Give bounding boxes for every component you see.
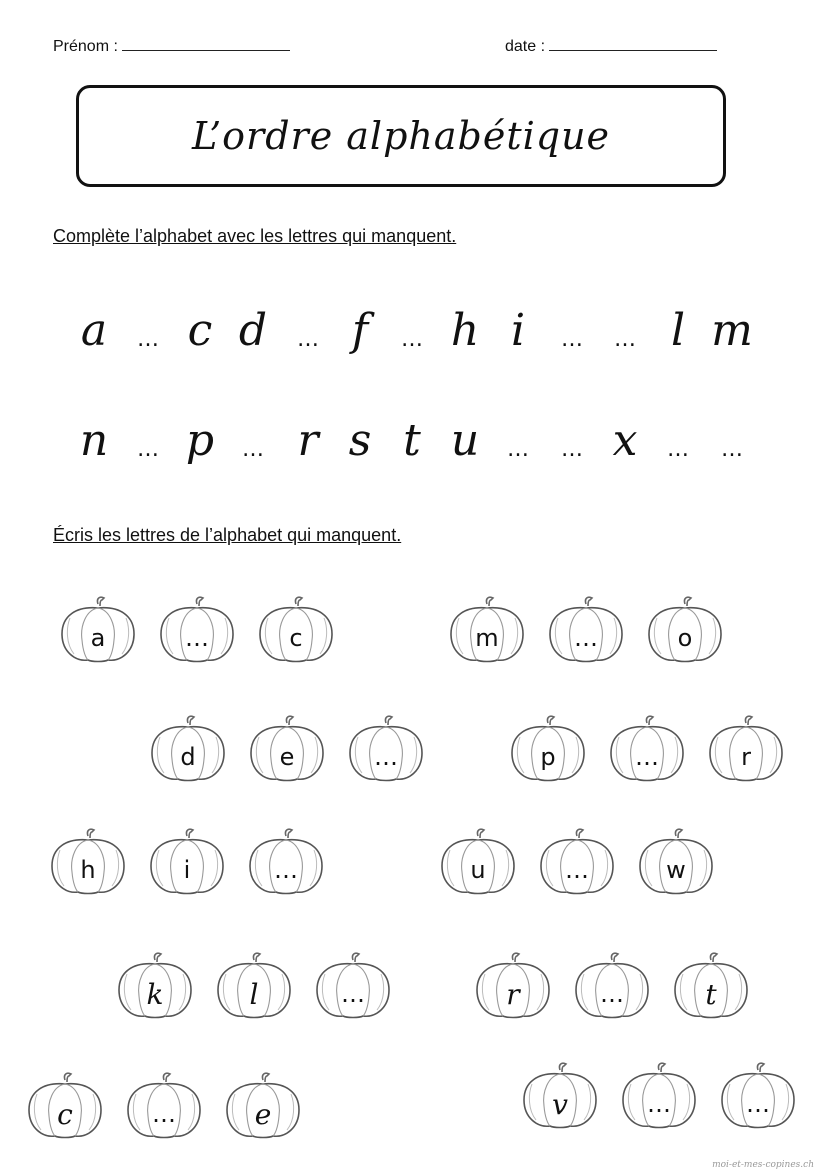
alphabet-row: [60, 305, 770, 375]
pumpkin: [718, 1062, 798, 1130]
alphabet-letter: n: [79, 415, 109, 466]
pumpkin-letter: d: [180, 743, 196, 771]
alphabet-letter: r: [297, 415, 319, 466]
alphabet-letter: s: [348, 415, 372, 466]
instruction-complete-alphabet: Complète l’alphabet avec les lettres qui manquent.: [53, 226, 457, 246]
pumpkin-letter: w: [666, 856, 686, 884]
pumpkin: [147, 828, 227, 896]
alphabet-row: [60, 415, 770, 485]
pumpkin: [619, 1062, 699, 1130]
pumpkin-blank: …: [647, 1090, 671, 1118]
alphabet-letter: i: [510, 305, 526, 356]
alphabet-blank: …: [137, 437, 159, 462]
alphabet-blank: …: [667, 437, 689, 462]
pumpkin-letter: a: [90, 624, 106, 652]
pumpkin-blank: …: [274, 856, 298, 884]
pumpkin: [438, 828, 518, 896]
pumpkin: [346, 715, 426, 783]
pumpkin-letter: l: [249, 978, 259, 1011]
pumpkin: [25, 1072, 105, 1140]
pumpkin: [48, 828, 128, 896]
alphabet-letter: p: [185, 415, 215, 466]
alphabet-letter: f: [351, 305, 369, 356]
pumpkin: [447, 596, 527, 664]
alphabet-letter: a: [80, 305, 108, 356]
date-field: [505, 36, 717, 56]
pumpkin: [520, 1062, 600, 1130]
pumpkin: [223, 1072, 303, 1140]
pumpkin: [148, 715, 228, 783]
pumpkin: [58, 596, 138, 664]
pumpkin-letter: r: [741, 743, 751, 771]
pumpkin-letter: m: [475, 624, 499, 652]
pumpkin-letter: o: [677, 624, 693, 652]
alphabet-blank: …: [561, 437, 583, 462]
pumpkin: [546, 596, 626, 664]
alphabet-blank: …: [242, 437, 264, 462]
title-box: [76, 85, 726, 187]
pumpkin: [473, 952, 553, 1020]
alphabet-letter: t: [403, 415, 421, 466]
pumpkin-blank: …: [374, 743, 398, 771]
pumpkin-letter: k: [146, 978, 164, 1011]
pumpkin-blank: …: [152, 1100, 176, 1128]
alphabet-letter: l: [670, 305, 686, 356]
pumpkin-letter: e: [279, 743, 295, 771]
pumpkin: [157, 596, 237, 664]
pumpkin: [313, 952, 393, 1020]
pumpkin: [671, 952, 751, 1020]
alphabet-blank: …: [401, 327, 423, 352]
pumpkin: [124, 1072, 204, 1140]
pumpkin: [607, 715, 687, 783]
pumpkin: [247, 715, 327, 783]
alphabet-letter: h: [450, 305, 480, 356]
alphabet-blank: …: [507, 437, 529, 462]
watermark: moi-et-mes-copines.ch: [712, 1160, 814, 1170]
pumpkin: [246, 828, 326, 896]
alphabet-blank: …: [297, 327, 319, 352]
pumpkin-letter: r: [506, 978, 520, 1011]
pumpkin: [645, 596, 725, 664]
alphabet-letter: x: [612, 415, 638, 466]
pumpkin: [115, 952, 195, 1020]
pumpkin: [636, 828, 716, 896]
pumpkin-blank: …: [185, 624, 209, 652]
pumpkin-blank: …: [600, 980, 624, 1008]
pumpkin-letter: i: [183, 856, 191, 884]
pumpkin: [706, 715, 786, 783]
pumpkin-blank: …: [635, 743, 659, 771]
pumpkin-letter: p: [540, 743, 556, 771]
first-name-label: Prénom :: [53, 38, 118, 55]
alphabet-letter: d: [238, 305, 268, 356]
instruction-missing-letters: Écris les lettres de l’alphabet qui manquent.: [53, 525, 402, 545]
pumpkin-letter: u: [470, 856, 486, 884]
date-label: date :: [505, 38, 546, 55]
date-line: [549, 36, 717, 51]
pumpkin: [572, 952, 652, 1020]
alphabet-letter: c: [187, 305, 213, 356]
first-name-field: [53, 36, 290, 56]
pumpkin-letter: e: [254, 1098, 272, 1131]
pumpkin-blank: …: [574, 624, 598, 652]
pumpkin-letter: c: [289, 624, 303, 652]
pumpkin-letter: h: [80, 856, 96, 884]
pumpkin: [214, 952, 294, 1020]
first-name-line: [122, 36, 290, 51]
pumpkin-letter: v: [552, 1088, 568, 1121]
pumpkin-blank: …: [565, 856, 589, 884]
pumpkin-blank: …: [341, 980, 365, 1008]
pumpkin-blank: …: [746, 1090, 770, 1118]
alphabet-blank: …: [614, 327, 636, 352]
alphabet-letter: m: [711, 305, 753, 356]
pumpkin: [256, 596, 336, 664]
alphabet-letter: u: [450, 415, 480, 466]
page-title: L’ordre alphabétique: [191, 114, 611, 158]
pumpkin-letter: t: [705, 978, 717, 1011]
alphabet-blank: …: [721, 437, 743, 462]
alphabet-blank: …: [137, 327, 159, 352]
alphabet-blank: …: [561, 327, 583, 352]
pumpkin: [508, 715, 588, 783]
pumpkin: [537, 828, 617, 896]
pumpkin-letter: c: [57, 1098, 73, 1131]
